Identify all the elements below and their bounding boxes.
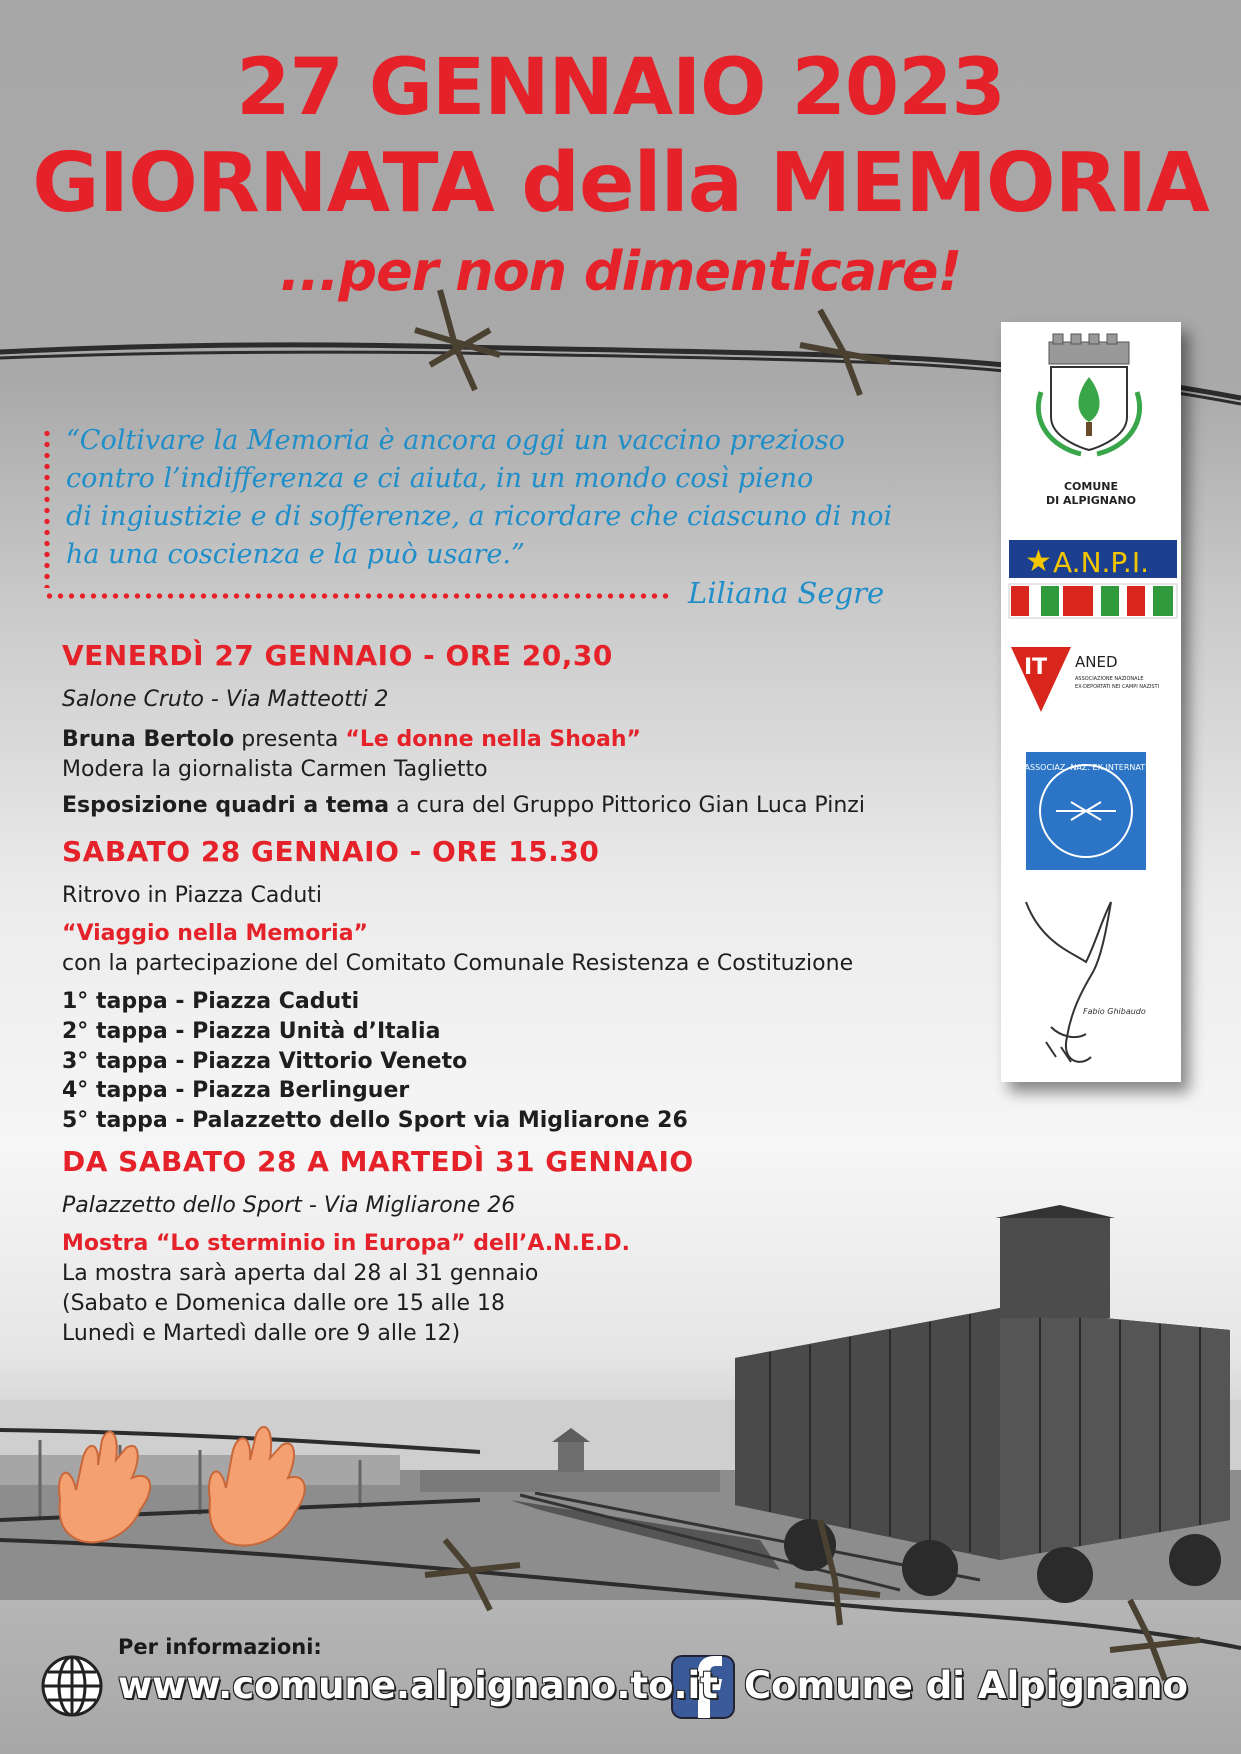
exhibition-line: La mostra sarà aperta dal 28 al 31 gennaio — [62, 1261, 539, 1286]
dove-drawing — [1026, 902, 1111, 1062]
friday-moderator: Modera la giornalista Carmen Taglietto — [62, 757, 488, 782]
quote-line: di ingiustizie e di sofferenze, a ricordare che ciascuno di noi — [66, 501, 893, 532]
event-name-title: GIORNATA della MEMORIA — [32, 136, 1209, 231]
exhibition-line: Lunedì e Martedì dalle ore 9 alle 12) — [62, 1321, 461, 1346]
comune-line1: COMUNE — [1063, 480, 1119, 493]
exhibition-venue: Palazzetto dello Sport - Via Migliarone 26 — [62, 1193, 516, 1218]
subtitle: ...per non dimenticare! — [279, 240, 962, 303]
aned-label: ANED — [1075, 653, 1118, 671]
sponsor-logos — [1001, 322, 1181, 1082]
aned-sub2: EX-DEPORTATI NEI CAMPI NAZISTI — [1075, 684, 1160, 690]
exhibit-detail: a cura del Gruppo Pittorico Gian Luca Pinzi — [396, 793, 865, 818]
artist-signature: Fabio Ghibaudo — [1083, 1007, 1146, 1016]
journey-title: “Viaggio nella Memoria” — [62, 921, 369, 946]
journey-stop: 5° tappa - Palazzetto dello Sport via Migliarone 26 — [62, 1108, 688, 1133]
saturday-meeting: Ritrovo in Piazza Caduti — [62, 883, 323, 908]
anpi-label: A.N.P.I. — [1053, 546, 1149, 579]
quote-author: Liliana Segre — [688, 576, 885, 610]
exhibit-title: Esposizione quadri a tema — [62, 793, 390, 818]
presents-word: presenta — [241, 727, 339, 752]
website-link[interactable]: www.comune.alpignano.to.it — [118, 1664, 718, 1707]
anpi-logo — [1009, 540, 1177, 618]
journey-stop: 3° tappa - Piazza Vittorio Veneto — [62, 1049, 468, 1074]
star-icon: ★ — [1025, 544, 1052, 579]
comune-crest-icon — [1038, 334, 1139, 454]
quote-line: “Coltivare la Memoria è ancora oggi un vaccino prezioso — [66, 425, 845, 456]
quote-line: contro l’indifferenza e ci aiuta, in un mondo così pieno — [66, 463, 814, 494]
quote-dotted-border-horizontal — [44, 593, 672, 599]
quote-line: ha una coscienza e la può usare.” — [66, 539, 525, 570]
comune-line2: DI ALPIGNANO — [1045, 494, 1137, 507]
journey-stop: 4° tappa - Piazza Berlinguer — [62, 1078, 410, 1103]
journey-stop: 1° tappa - Piazza Caduti — [62, 989, 360, 1014]
presenter-name: Bruna Bertolo — [62, 727, 235, 752]
anei-label: ASSOCIAZ. NAZ. EX INTERNATI — [1024, 763, 1148, 772]
quote-block — [66, 422, 966, 574]
aned-logo — [1011, 647, 1159, 712]
barb-knot-1 — [415, 290, 500, 390]
saturday-heading: SABATO 28 GENNAIO - ORE 15.30 — [62, 835, 600, 868]
aned-sub1: ASSOCIAZIONE NAZIONALE — [1075, 676, 1144, 682]
quote-dotted-border-vertical — [44, 428, 50, 588]
anei-logo — [1025, 752, 1148, 870]
friday-heading: VENERDÌ 27 GENNAIO - ORE 20,30 — [62, 639, 613, 672]
exhibition-line: (Sabato e Domenica dalle ore 15 alle 18 — [62, 1291, 506, 1316]
book-title: “Le donne nella Shoah” — [345, 727, 641, 752]
exhibition-title: Mostra “Lo sterminio in Europa” dell’A.N.E.D. — [62, 1231, 630, 1256]
exhibition-heading: DA SABATO 28 A MARTEDÌ 31 GENNAIO — [62, 1145, 694, 1178]
journey-participation: con la partecipazione del Comitato Comunale Resistenza e Costituzione — [62, 951, 854, 976]
event-date-title: 27 GENNAIO 2023 — [236, 43, 1005, 133]
journey-stop: 2° tappa - Piazza Unità d’Italia — [62, 1019, 441, 1044]
friday-presentation — [62, 726, 641, 754]
friday-venue: Salone Cruto - Via Matteotti 2 — [62, 687, 389, 712]
aned-it: IT — [1024, 655, 1048, 680]
facebook-page-link[interactable]: Comune di Alpignano — [744, 1664, 1188, 1707]
sponsors-sidebar — [1001, 322, 1181, 1082]
friday-exhibit — [62, 792, 865, 820]
globe-icon — [43, 1657, 101, 1715]
info-label: Per informazioni: — [118, 1635, 322, 1659]
